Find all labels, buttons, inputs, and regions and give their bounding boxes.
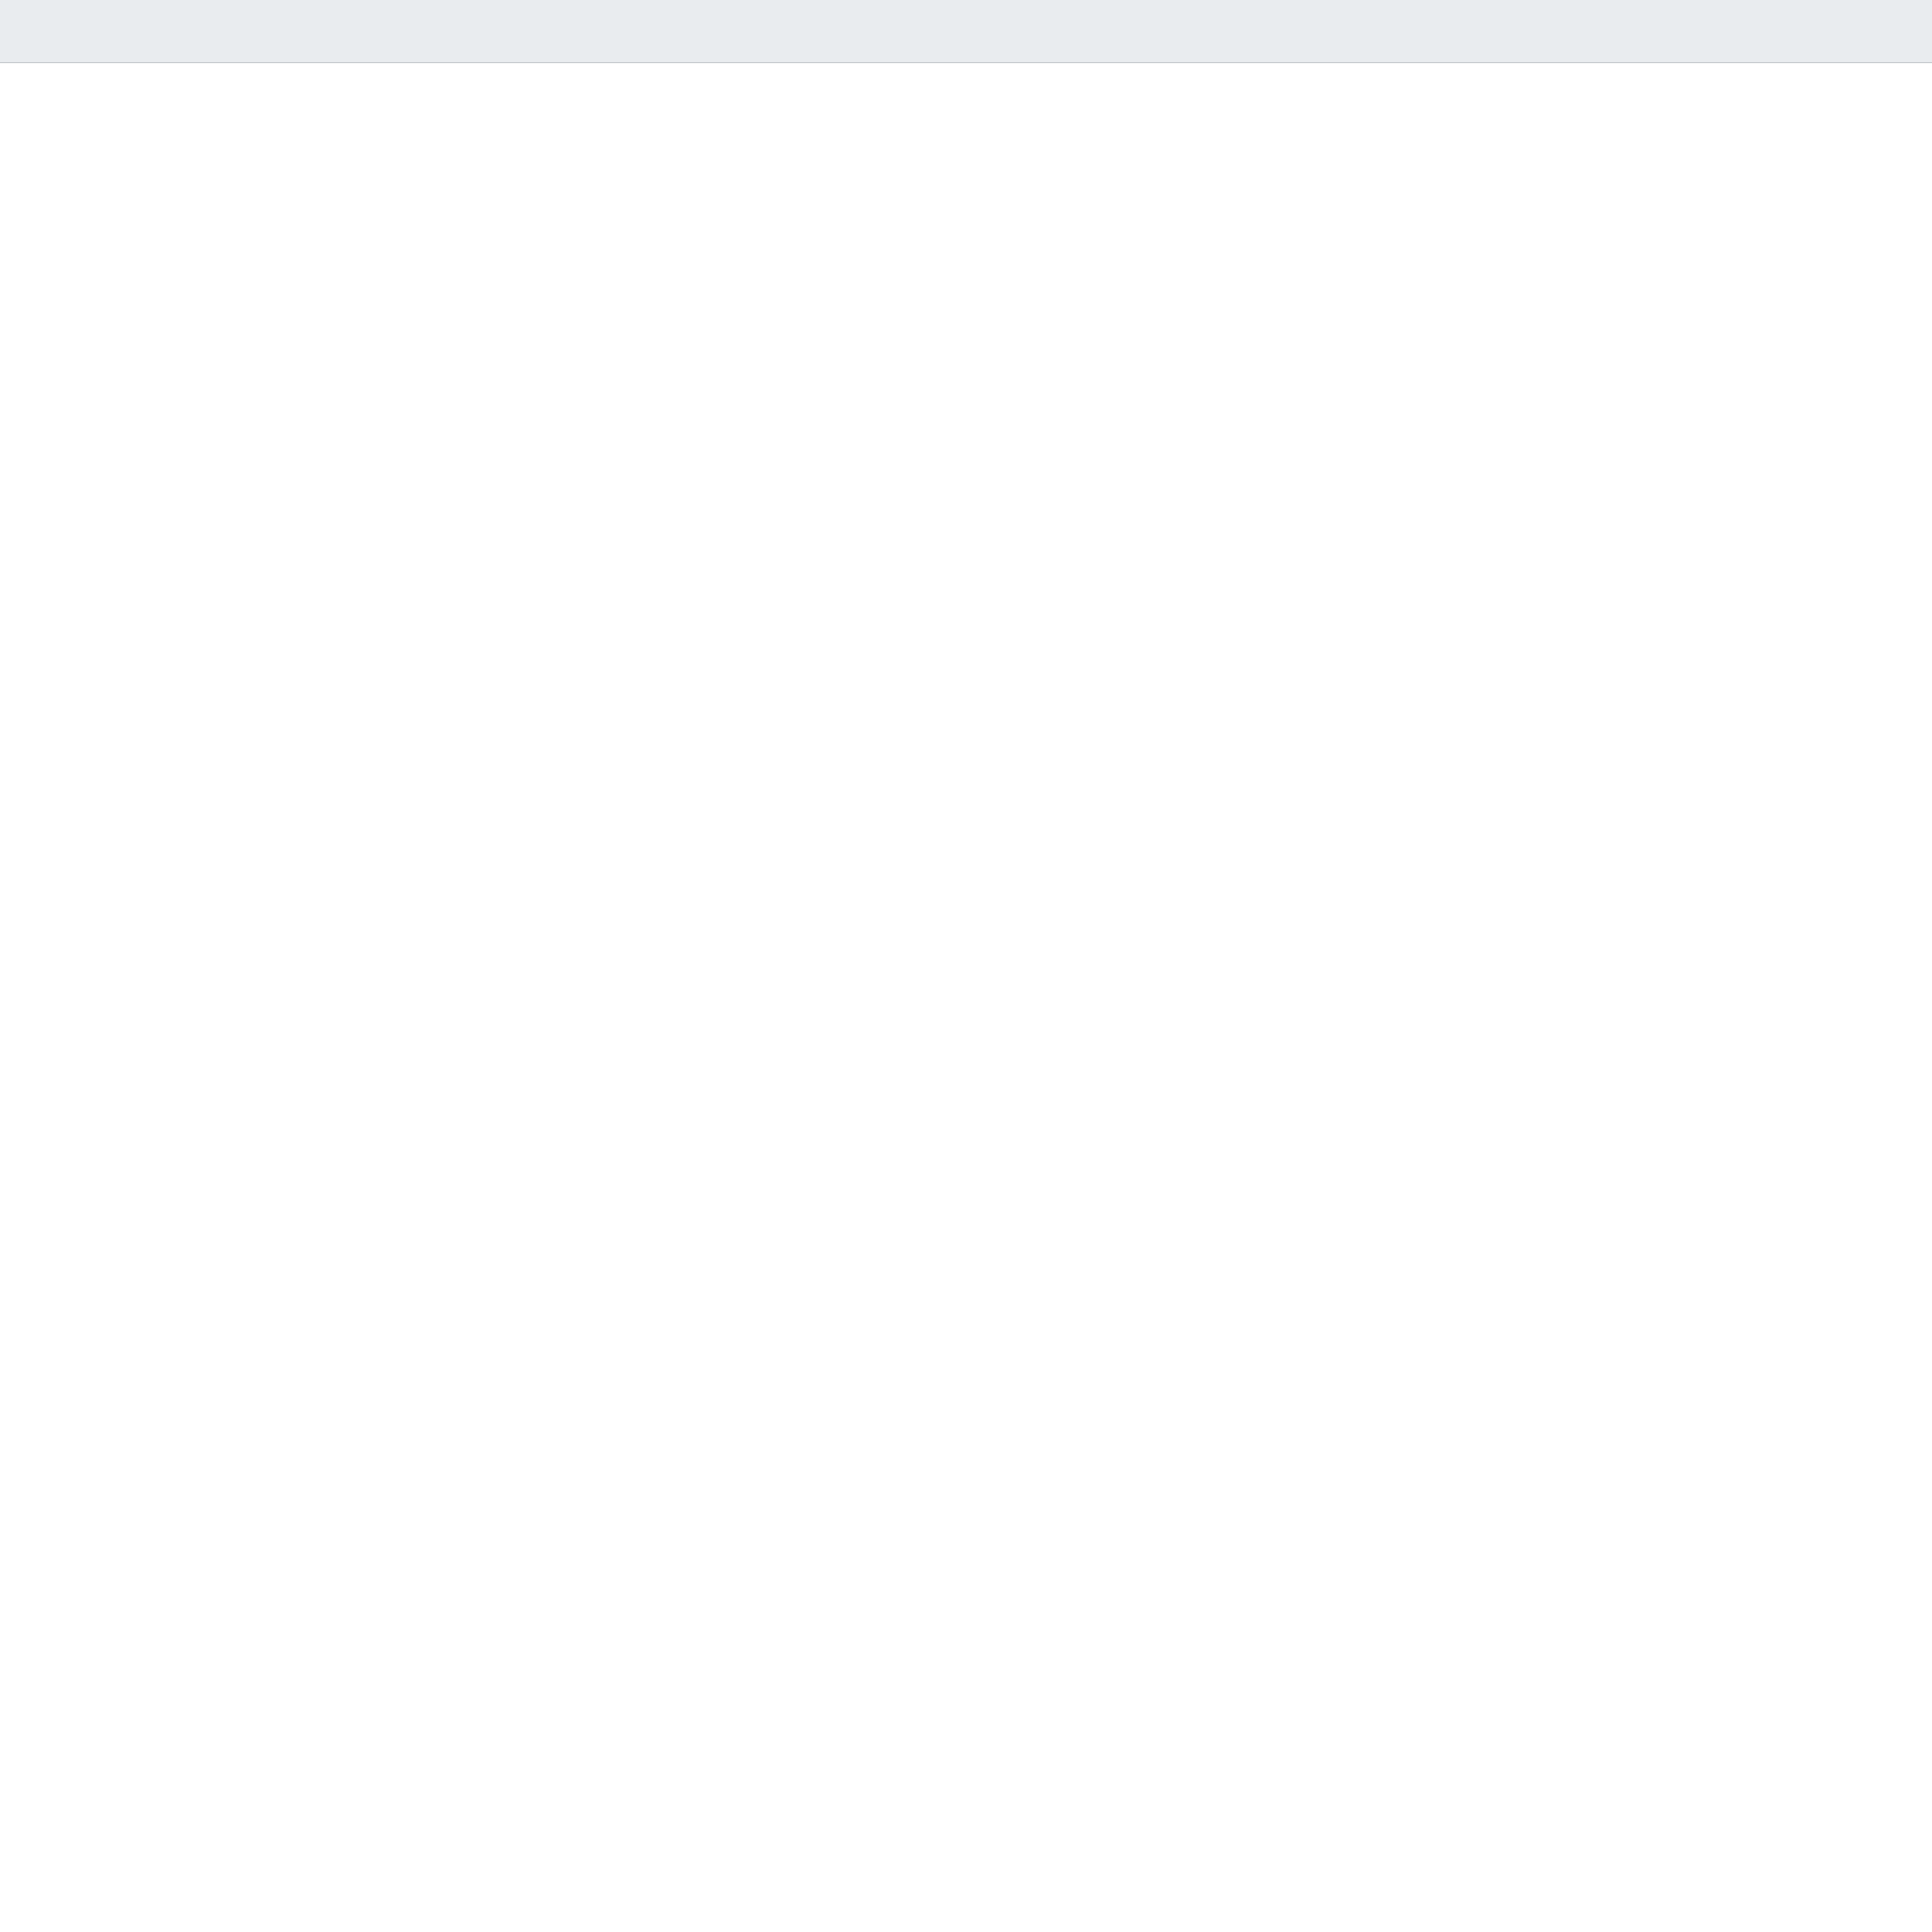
title-bar [0, 0, 1932, 63]
main-content [0, 63, 1932, 1932]
